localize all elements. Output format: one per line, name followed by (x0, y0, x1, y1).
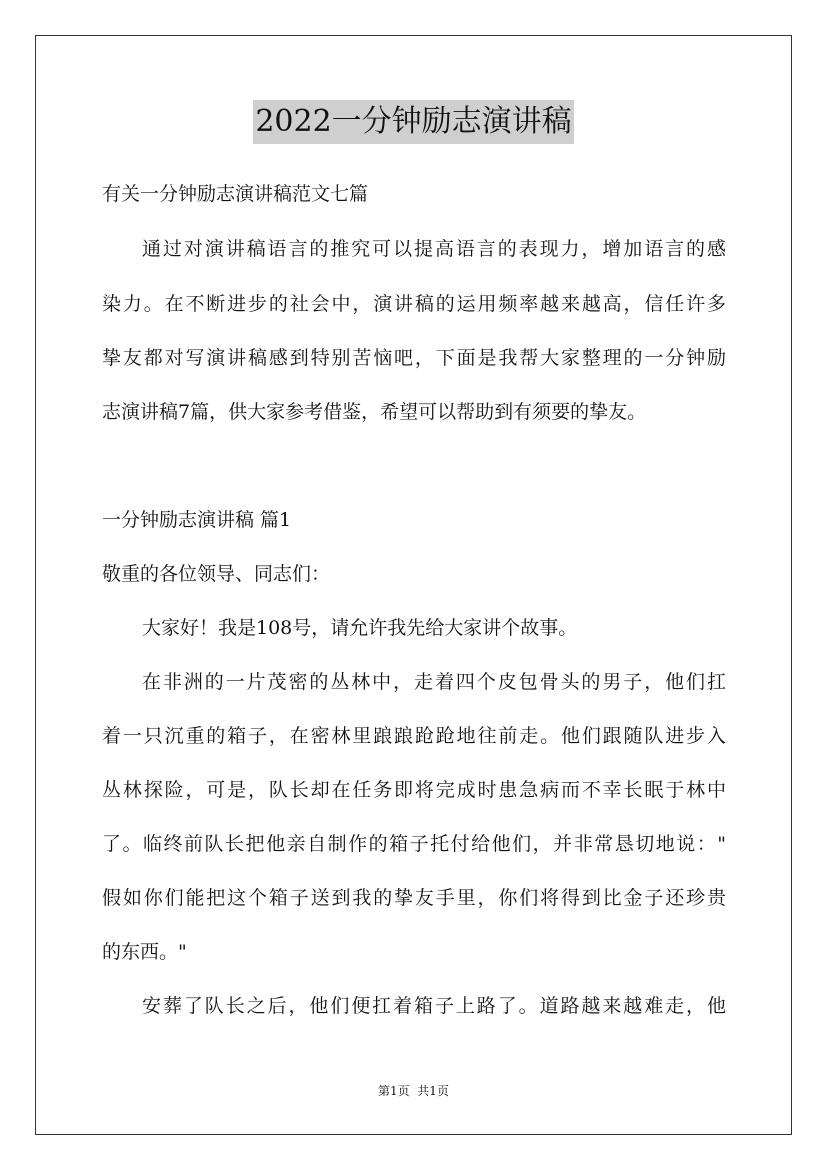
story-paragraph-line: 着一只沉重的箱子，在密林里踉踉跄跄地往前走。他们跟随队进步入 (102, 725, 726, 747)
intro-paragraph-line: 挚友都对写演讲稿感到特别苦恼吧，下面是我帮大家整理的一分钟励 (102, 347, 726, 369)
intro-paragraph-line: 志演讲稿7篇，供大家参考借鉴，希望可以帮助到有须要的挚友。 (102, 401, 647, 423)
salutation: 敬重的各位领导、同志们： (102, 563, 331, 585)
story-paragraph-line: 了。临终前队长把他亲自制作的箱子托付给他们，并非常恳切地说：" (102, 833, 726, 855)
next-paragraph-line: 安葬了队长之后，他们便扛着箱子上路了。道路越来越难走，他 (142, 995, 726, 1017)
document-subtitle: 有关一分钟励志演讲稿范文七篇 (102, 183, 369, 205)
intro-paragraph-line: 染力。在不断进步的社会中，演讲稿的运用频率越来越高，信任许多 (102, 293, 726, 315)
title-container (0, 100, 827, 144)
story-paragraph-line: 的东西。" (102, 941, 187, 963)
page-number-footer: 第1页 共1页 (378, 1084, 449, 1098)
section-heading: 一分钟励志演讲稿 篇1 (102, 509, 292, 531)
story-paragraph-line: 丛林探险，可是，队长却在任务即将完成时患急病而不幸长眠于林中 (102, 779, 726, 801)
story-paragraph-line: 假如你们能把这个箱子送到我的挚友手里，你们将得到比金子还珍贵 (102, 887, 726, 909)
greeting-line: 大家好！我是108号，请允许我先给大家讲个故事。 (142, 617, 578, 639)
document-title: 2022一分钟励志演讲稿 (253, 100, 573, 144)
story-paragraph-line: 在非洲的一片茂密的丛林中，走着四个皮包骨头的男子，他们扛 (142, 671, 726, 693)
intro-paragraph-line: 通过对演讲稿语言的推究可以提高语言的表现力，增加语言的感 (142, 238, 726, 260)
